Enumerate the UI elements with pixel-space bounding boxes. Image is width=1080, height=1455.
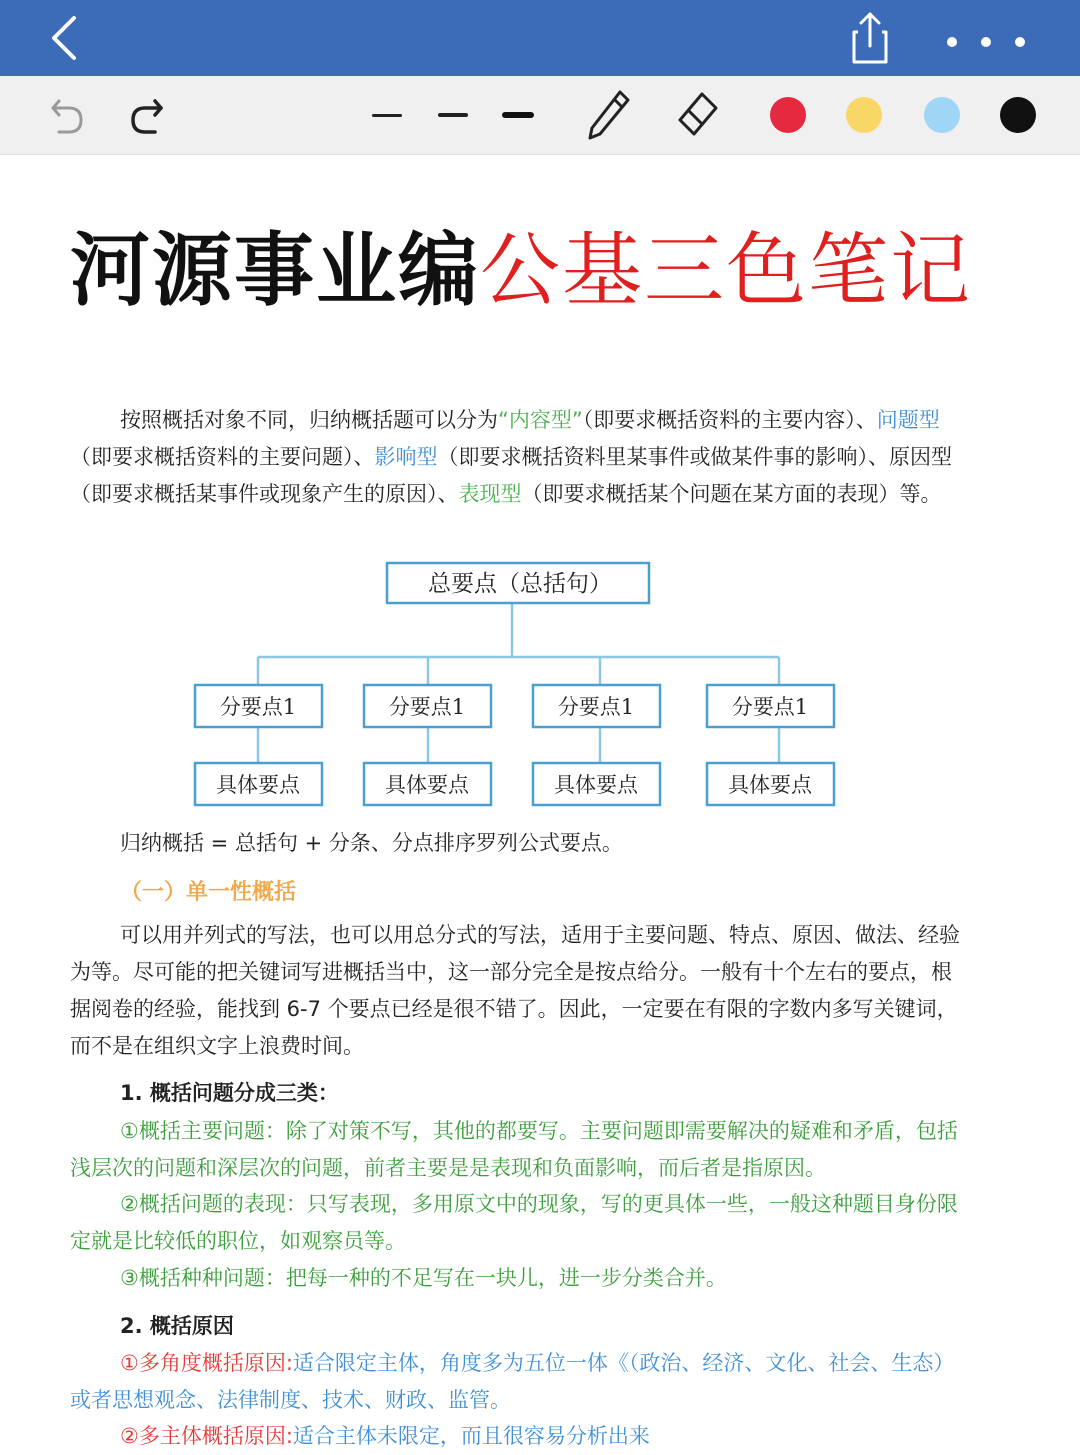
- diagram-branch-label: 分要点1: [731, 695, 809, 719]
- page-title: [70, 215, 1030, 325]
- section-heading-single-summary: （一）单一性概括: [120, 880, 297, 905]
- stroke-thin-button[interactable]: [370, 76, 404, 154]
- intro-text-4: （即要求概括资料里某事件或做某件事的影响）、原因型（即要求概括某事件或现象产生的原因）、: [70, 445, 952, 506]
- stroke-medium-button[interactable]: [436, 76, 470, 154]
- eraser-icon[interactable]: [672, 76, 722, 154]
- multi-angle-text: 适合限定主体，角度多为五位一体《（政治、经济、文化、社会、生态）或者思想观念、法律制度、技术、财政、监管。: [70, 1351, 955, 1412]
- keyword-problem-type: 问题型: [876, 408, 940, 432]
- list-item-multi-subject-cause: [70, 1418, 970, 1455]
- list-item-main-problem: ①概括主要问题：除了对策不写，其他的都要写。主要问题即需要解决的疑难和矛盾，包括浅层次的问题和深层次的问题，前者主要是是表现和负面影响，而后者是指原因。: [70, 1119, 958, 1180]
- intro-text-1: 按照概括对象不同，归纳概括题可以分为: [120, 408, 498, 432]
- keyword-impact-type: 影响型: [374, 445, 438, 469]
- diagram-detail-label: 具体要点: [385, 773, 469, 797]
- diagram-branch-label: 分要点1: [388, 695, 466, 719]
- chevron-left-icon[interactable]: [44, 12, 88, 64]
- keyword-content-type: “内容型”: [498, 408, 583, 432]
- diagram-branch-label: 分要点1: [219, 695, 297, 719]
- formula-line: 归纳概括 = 总括句 + 分条、分点排序罗列公式要点。: [120, 831, 623, 855]
- diagram-detail-label: 具体要点: [216, 773, 300, 797]
- subheading-problem-categories: 1. 概括问题分成三类：: [120, 1081, 339, 1105]
- list-item-various-problems: ③概括种种问题：把每一种的不足写在一块儿，进一步分类合并。: [120, 1266, 727, 1290]
- intro-paragraph: [70, 402, 970, 513]
- list-item-problem-manifestation: ②概括问题的表现：只写表现，多用原文中的现象，写的更具体一些，一般这种题目身份限定就是比较低的职位，如观察员等。: [70, 1192, 958, 1253]
- intro-text-3: （即要求概括资料的主要问题）、: [70, 445, 375, 469]
- pencil-icon[interactable]: [584, 76, 634, 154]
- multi-subject-text: 适合主体未限定，而且很容易分析出来: [292, 1424, 650, 1448]
- multi-angle-label: ①多角度概括原因:: [120, 1351, 293, 1375]
- color-lightblue-swatch[interactable]: [920, 76, 964, 154]
- section1-body: 可以用并列式的写法，也可以用总分式的写法，适用于主要问题、特点、原因、做法、经验为等。尽可能的把关键词写进概括当中，这一部分完全是按点给分。一般有十个左右的要点，根据阅卷的经验，能找到 6-7 个要点已经是很不错了。因此，一定要在有限的字数内多写关键词，而不是在组织文字上浪费时间。: [70, 923, 960, 1058]
- redo-icon[interactable]: [124, 76, 170, 154]
- more-horizontal-icon[interactable]: [938, 24, 1034, 60]
- color-yellow-swatch[interactable]: [842, 76, 886, 154]
- diagram-root-label: 总要点（总括句）: [428, 571, 612, 597]
- undo-icon[interactable]: [44, 76, 90, 154]
- diagram-detail-label: 具体要点: [728, 773, 812, 797]
- list-item-multi-angle-cause: [70, 1345, 970, 1419]
- diagram-detail-label: 具体要点: [554, 773, 638, 797]
- annotation-toolbar: [0, 76, 1080, 155]
- color-red-swatch[interactable]: [766, 76, 810, 154]
- multi-subject-label: ②多主体概括原因:: [120, 1424, 293, 1448]
- top-app-bar: [0, 0, 1080, 76]
- intro-text-2: （即要求概括资料的主要内容）、: [582, 408, 877, 432]
- intro-text-5: （即要求概括某个问题在某方面的表现）等。: [521, 482, 942, 506]
- stroke-thick-button[interactable]: [500, 76, 536, 154]
- color-black-swatch[interactable]: [996, 76, 1040, 154]
- share-icon[interactable]: [848, 6, 892, 68]
- title-part-red: 公基三色笔记: [480, 224, 972, 317]
- diagram-branch-label: 分要点1: [557, 695, 635, 719]
- title-part-black: 河源事业编: [70, 223, 480, 317]
- summary-structure-diagram: [0, 555, 1080, 815]
- subheading-causes: 2. 概括原因: [120, 1314, 234, 1338]
- keyword-manifestation-type: 表现型: [458, 482, 522, 506]
